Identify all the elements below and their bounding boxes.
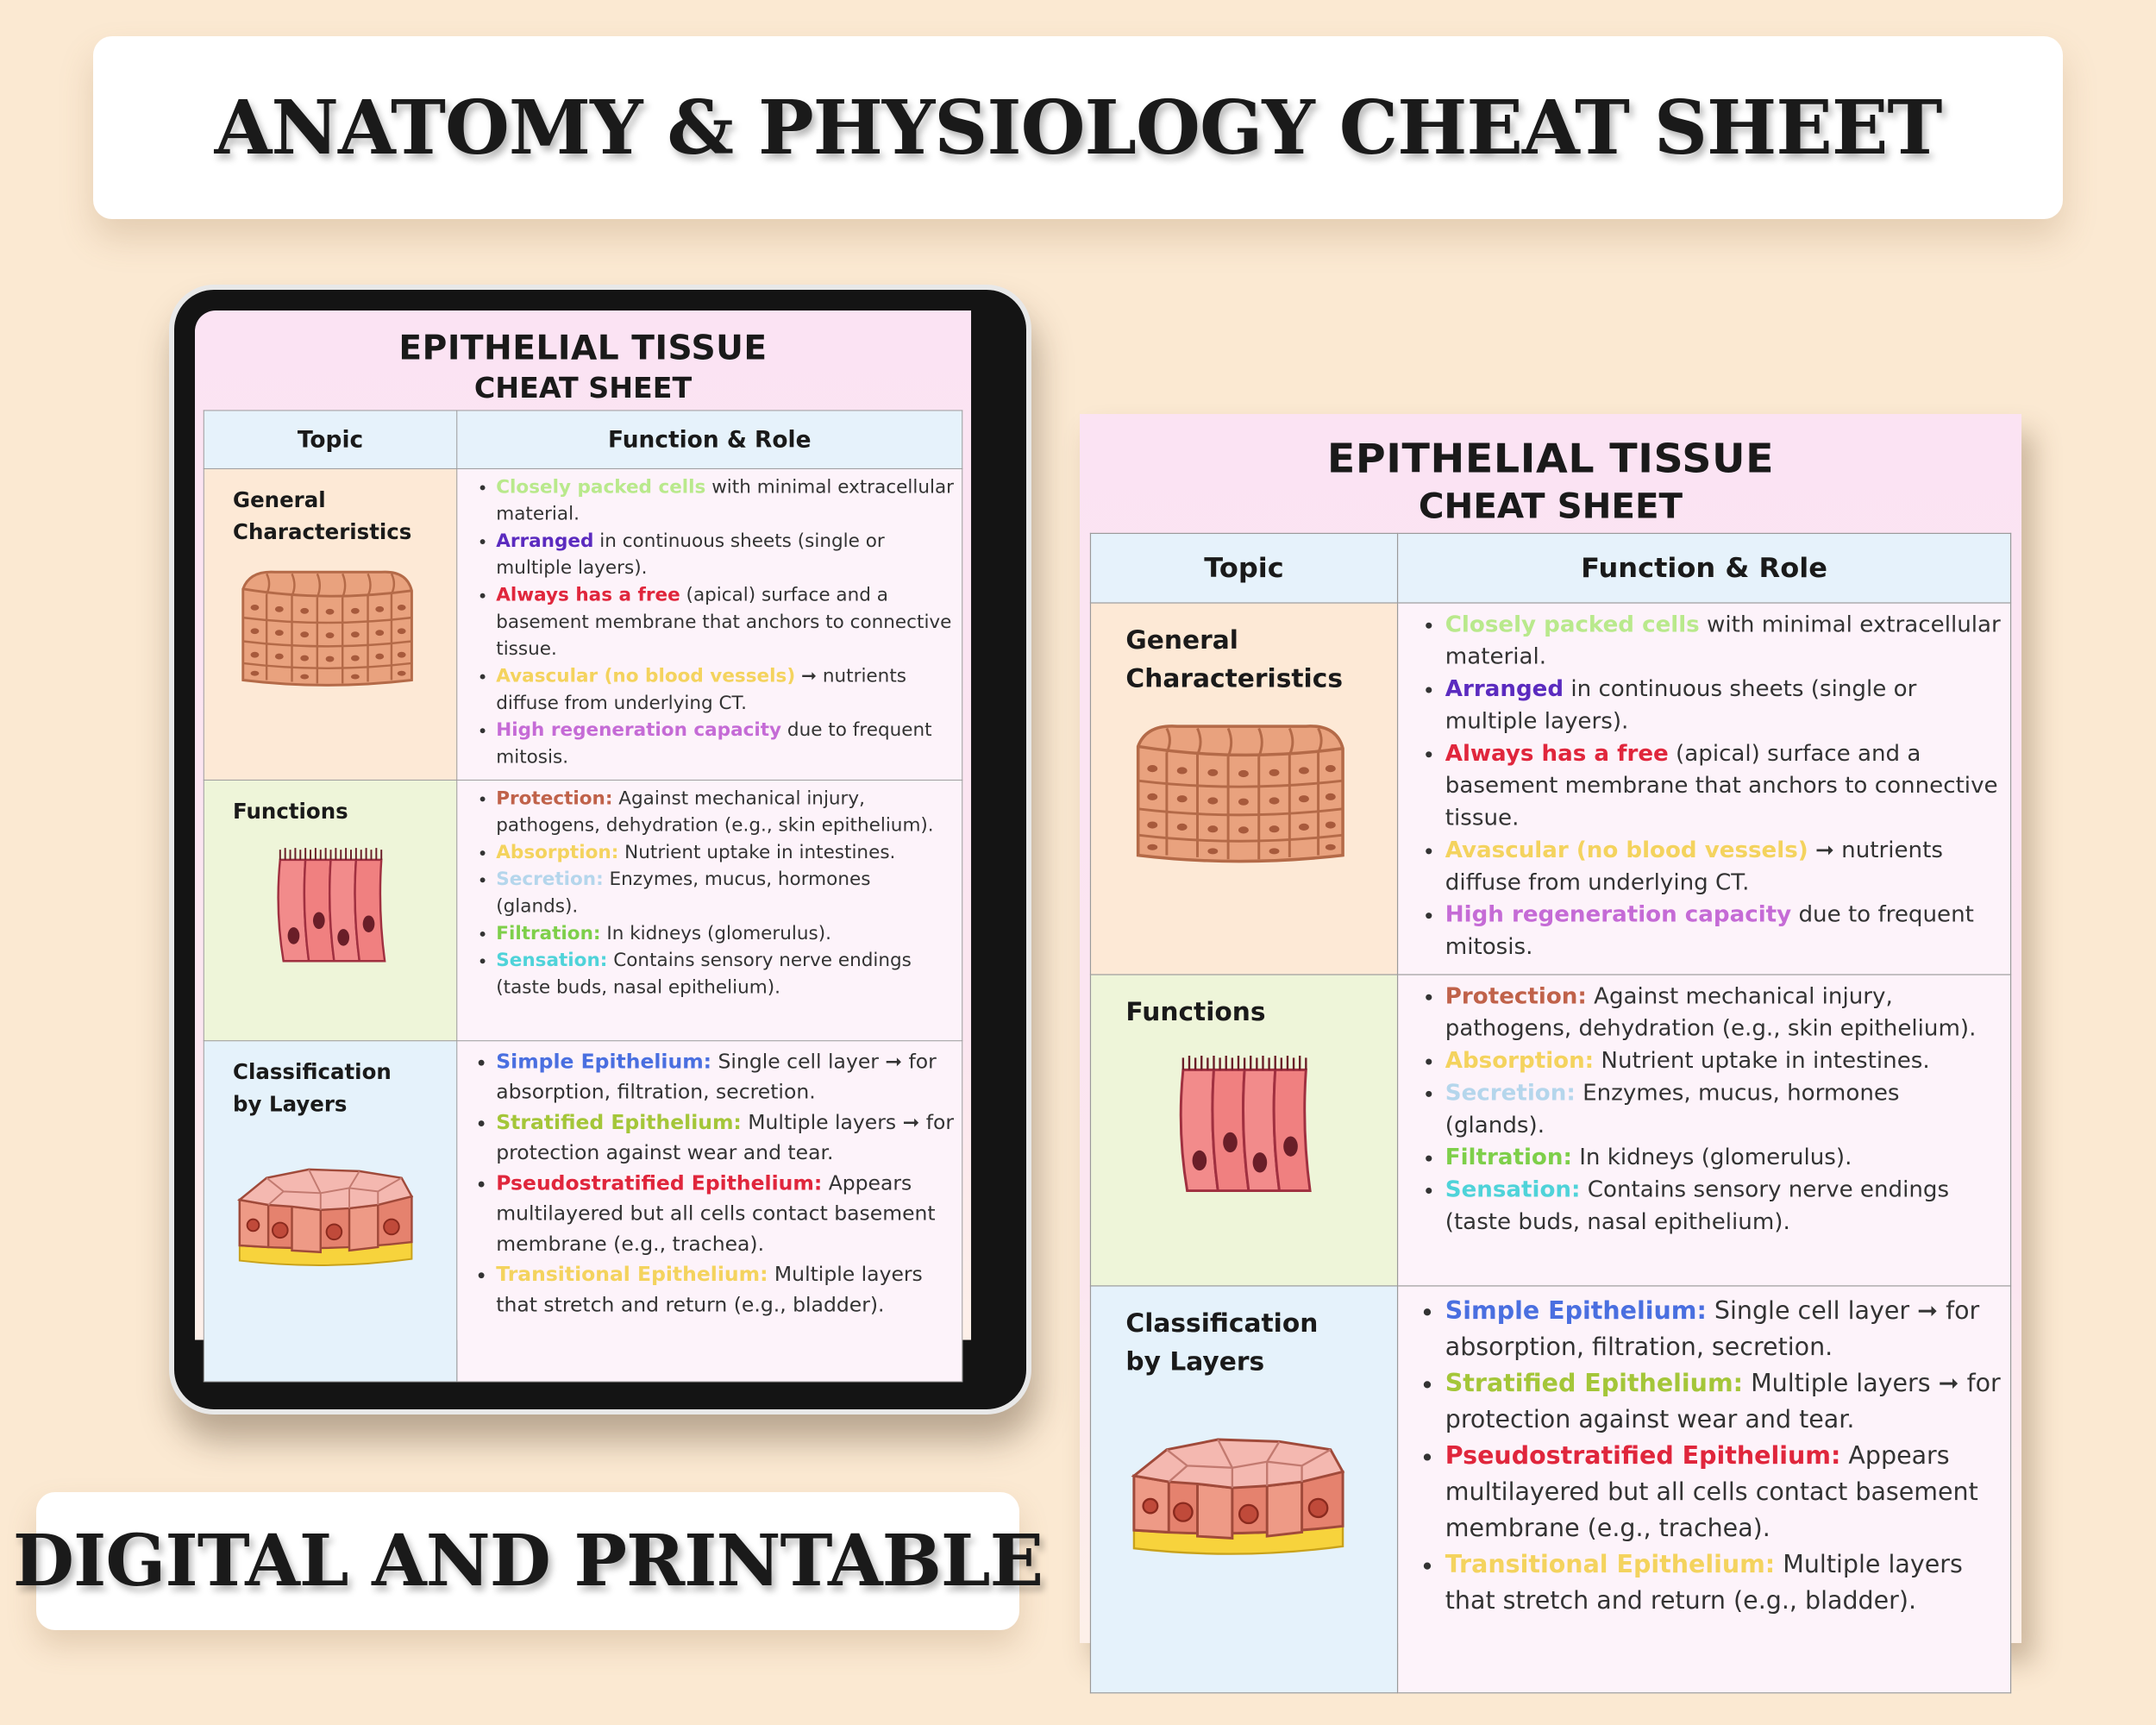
sheet-subtitle: CHEAT SHEET xyxy=(473,371,693,405)
bullet-text: Single cell layer ➞ for absorption, filtration, secretion. xyxy=(496,1049,937,1104)
list-item xyxy=(1445,982,2002,1046)
bullet-text: due to frequent mitosis. xyxy=(496,719,932,768)
bullet-text: Against mechanical injury, pathogens, dehydration (e.g., skin epithelium). xyxy=(496,787,934,837)
list-item xyxy=(496,1168,955,1259)
list-item xyxy=(496,528,955,582)
bullet-text: with minimal extracellular material. xyxy=(496,476,955,525)
bullet-text: Enzymes, mucus, hormones (glands). xyxy=(496,869,871,918)
list-item xyxy=(496,839,955,866)
list-item xyxy=(1445,1078,2002,1143)
digital-printable-badge xyxy=(12,1492,1044,1630)
cheat-sheet-table xyxy=(204,410,962,1382)
topic-label: Classification by Layers xyxy=(233,1059,392,1117)
list-item xyxy=(496,474,955,529)
cheat-sheet xyxy=(195,310,971,1340)
bullet-text: Contains sensory nerve endings (taste buds, nasal epithelium). xyxy=(1445,1177,1950,1235)
function-role-header: Function & Role xyxy=(1398,533,2011,603)
bullet-text: Contains sensory nerve endings (taste buds, nasal epithelium). xyxy=(496,950,912,999)
bullet-keyword: Absorption: xyxy=(496,842,619,863)
sheet-title: EPITHELIAL TISSUE xyxy=(1326,436,1775,483)
table-row xyxy=(204,468,962,780)
bullet-keyword: Arranged xyxy=(496,530,594,552)
bullet-text: In kidneys (glomerulus). xyxy=(1571,1145,1852,1171)
bullet-text: In kidneys (glomerulus). xyxy=(600,923,831,944)
table-row xyxy=(204,780,962,1040)
bullet-text: Against mechanical injury, pathogens, dehydration (e.g., skin epithelium). xyxy=(1445,984,1977,1042)
sheet-title: EPITHELIAL TISSUE xyxy=(398,329,768,368)
topic-label: General Characteristics xyxy=(233,487,412,544)
content-cell xyxy=(1398,603,2011,975)
topic-label: Classification by Layers xyxy=(1125,1308,1319,1377)
list-item xyxy=(496,663,955,718)
bullet-keyword: Closely packed cells xyxy=(1445,612,1700,638)
topic-cell xyxy=(1090,1286,1397,1693)
bullet-keyword: Always has a free xyxy=(1445,741,1669,767)
table-row xyxy=(204,1041,962,1382)
bullet-keyword: High regeneration capacity xyxy=(1445,902,1792,928)
topic-cell xyxy=(204,780,456,1040)
bullet-keyword: Protection: xyxy=(496,787,613,810)
bullet-text: Nutrient uptake in intestines. xyxy=(1594,1048,1930,1075)
list-item xyxy=(1445,835,2002,900)
bullet-keyword: Avascular (no blood vessels) xyxy=(496,665,796,687)
list-item xyxy=(1445,674,2002,738)
bullet-text: ➞ nutrients diffuse from underlying CT. xyxy=(1445,837,1943,896)
list-item xyxy=(1445,610,2002,674)
list-item xyxy=(496,786,955,840)
stratified-epithelium-icon xyxy=(1125,1426,1351,1567)
bullet-text: Nutrient uptake in intestines. xyxy=(618,842,896,863)
bullet-keyword: Simple Epithelium: xyxy=(496,1049,712,1074)
bullet-text: ➞ nutrients diffuse from underlying CT. xyxy=(496,665,906,714)
bullet-keyword: High regeneration capacity xyxy=(496,719,782,741)
list-item xyxy=(1445,1175,2002,1239)
list-item xyxy=(496,718,955,772)
list-item xyxy=(1445,1142,2002,1174)
columnar-epithelium-icon xyxy=(1146,1050,1392,1201)
list-item xyxy=(496,867,955,921)
bullet-text: in continuous sheets (single or multiple layers). xyxy=(1445,676,1917,735)
classification-list xyxy=(1398,1292,2002,1618)
list-item xyxy=(1445,1365,2002,1438)
bullet-keyword: Always has a free xyxy=(496,584,680,606)
list-item xyxy=(496,582,955,663)
bullet-text: Appears multilayered but all cells contact basement membrane (e.g., trachea). xyxy=(1445,1441,1978,1543)
function-role-header: Function & Role xyxy=(457,411,962,469)
functions-list xyxy=(457,786,955,1001)
topic-cell xyxy=(1090,603,1397,975)
topic-cell xyxy=(204,468,456,780)
bullet-keyword: Closely packed cells xyxy=(496,476,706,499)
bullet-text: (apical) surface and a basement membrane that anchors to connective tissue. xyxy=(496,584,952,661)
title-banner xyxy=(93,36,2063,219)
list-item xyxy=(496,1046,955,1107)
characteristics-list xyxy=(1398,610,2002,964)
bullet-keyword: Protection: xyxy=(1445,984,1587,1010)
topic-header: Topic xyxy=(204,411,456,469)
list-item xyxy=(496,1107,955,1168)
bullet-keyword: Pseudostratified Epithelium: xyxy=(1445,1441,1841,1471)
bullet-text: Multiple layers that stretch and return (e.g., bladder). xyxy=(1445,1550,1963,1615)
printable-sheet xyxy=(1080,414,2021,1643)
list-item xyxy=(1445,1546,2002,1619)
content-cell xyxy=(1398,1286,2011,1693)
bullet-keyword: Pseudostratified Epithelium: xyxy=(496,1170,823,1195)
list-item xyxy=(496,920,955,947)
functions-list xyxy=(1398,982,2002,1239)
page-title: ANATOMY & PHYSIOLOGY CHEAT SHEET xyxy=(214,84,1942,172)
bullet-keyword: Transitional Epithelium: xyxy=(1445,1550,1776,1579)
bullet-text: Appears multilayered but all cells contact basement membrane (e.g., trachea). xyxy=(496,1170,936,1256)
classification-list xyxy=(457,1046,955,1320)
table-row xyxy=(1090,1286,2010,1693)
tablet-screen xyxy=(195,310,1006,1389)
list-item xyxy=(1445,1045,2002,1077)
bullet-keyword: Secretion: xyxy=(1445,1081,1576,1107)
bullet-keyword: Avascular (no blood vessels) xyxy=(1445,837,1808,863)
topic-label: General Characteristics xyxy=(1125,625,1344,693)
bullet-keyword: Stratified Epithelium: xyxy=(1445,1369,1744,1397)
bullet-text: in continuous sheets (single or multiple layers). xyxy=(496,530,885,580)
characteristics-list xyxy=(457,474,955,771)
columnar-epithelium-icon xyxy=(250,843,453,969)
bullet-keyword: Sensation: xyxy=(1445,1177,1581,1203)
list-item xyxy=(1445,900,2002,964)
content-cell xyxy=(457,1041,962,1382)
table-header-row xyxy=(204,411,962,469)
bullet-text: with minimal extracellular material. xyxy=(1445,612,2001,670)
cuboidal-epithelium-icon xyxy=(1125,716,1353,867)
topic-cell xyxy=(1090,975,1397,1286)
bullet-text: Multiple layers ➞ for protection against wear and tear. xyxy=(1445,1369,2001,1434)
bullet-keyword: Filtration: xyxy=(496,923,601,944)
cheat-sheet xyxy=(1080,414,2021,1643)
bullet-keyword: Arranged xyxy=(1445,676,1564,703)
topic-cell xyxy=(204,1041,456,1382)
bullet-text: due to frequent mitosis. xyxy=(1445,902,1974,961)
tablet-mockup xyxy=(169,285,1031,1414)
bullet-text: (apical) surface and a basement membrane that anchors to connective tissue. xyxy=(1445,741,1998,831)
content-cell xyxy=(1398,975,2011,1286)
bullet-keyword: Secretion: xyxy=(496,869,604,891)
bullet-keyword: Stratified Epithelium: xyxy=(496,1110,742,1134)
list-item xyxy=(1445,1438,2002,1546)
bullet-text: Single cell layer ➞ for absorption, filtration, secretion. xyxy=(1445,1296,1980,1361)
sheet-subtitle: CHEAT SHEET xyxy=(1418,486,1683,527)
bullet-keyword: Simple Epithelium: xyxy=(1445,1296,1707,1325)
topic-header: Topic xyxy=(1090,533,1397,603)
list-item xyxy=(1445,1292,2002,1364)
bullet-text: Enzymes, mucus, hormones (glands). xyxy=(1445,1081,1900,1138)
content-cell xyxy=(457,468,962,780)
topic-label: Functions xyxy=(1125,997,1266,1027)
table-row xyxy=(1090,603,2010,975)
content-cell xyxy=(457,780,962,1040)
list-item xyxy=(496,1259,955,1320)
list-item xyxy=(496,948,955,1002)
bullet-keyword: Absorption: xyxy=(1445,1048,1595,1075)
bullet-text: Multiple layers that stretch and return (e.g., bladder). xyxy=(496,1262,923,1317)
bullet-keyword: Transitional Epithelium: xyxy=(496,1262,768,1286)
bullet-text: Multiple layers ➞ for protection against wear and tear. xyxy=(496,1110,955,1165)
cuboidal-epithelium-icon xyxy=(233,563,420,690)
badge-label: DIGITAL AND PRINTABLE xyxy=(12,1520,1044,1603)
stratified-epithelium-icon xyxy=(233,1157,418,1276)
bullet-keyword: Filtration: xyxy=(1445,1145,1572,1171)
bullet-keyword: Sensation: xyxy=(496,950,608,972)
table-row xyxy=(1090,975,2010,1286)
table-header-row xyxy=(1090,533,2010,603)
list-item xyxy=(1445,738,2002,835)
topic-label: Functions xyxy=(233,799,348,824)
cheat-sheet-table xyxy=(1090,533,2011,1694)
